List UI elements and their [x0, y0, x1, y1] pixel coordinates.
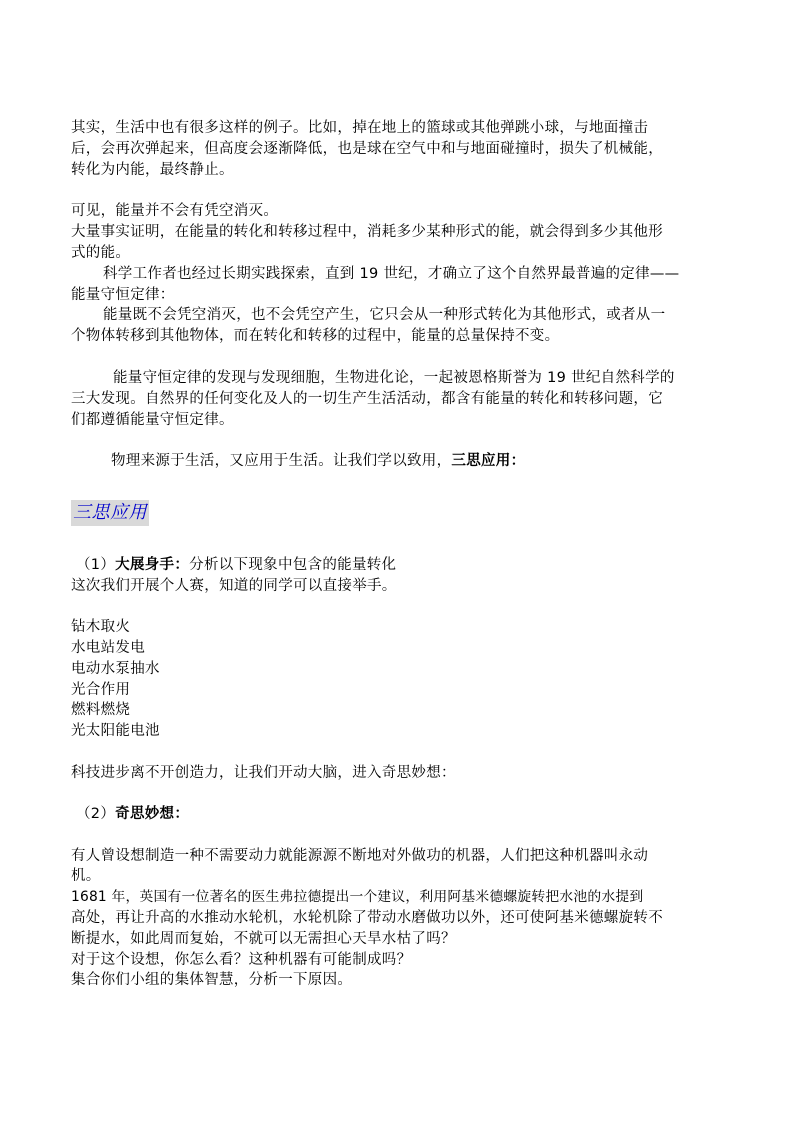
list-item: 光合作用 — [71, 682, 131, 698]
law-statement-line: 能量既不会凭空消灭，也不会凭空产生，它只会从一种形式转化为其他形式，或者从一 — [103, 307, 666, 323]
paragraph-line: 对于这个设想，你怎么看？这种机器有可能制成吗？ — [71, 952, 412, 968]
paragraph-line: 大量事实证明，在能量的转化和转移过程中，消耗多少某种形式的能，就会得到多少其他形 — [71, 224, 663, 240]
paragraph-line: 能量守恒定律： — [71, 287, 175, 303]
paragraph-line: 后，会再次弹起来，但高度会逐渐降低，也是球在空气中和与地面碰撞时，损失了机械能， — [71, 141, 663, 157]
paragraph-line: 集合你们小组的集体智慧，分析一下原因。 — [71, 972, 353, 988]
question-1-label: 大展身手： — [115, 557, 190, 573]
transition-line — [111, 451, 761, 471]
paragraph-line: 式的能。 — [71, 245, 131, 261]
transition-bold: 三思应用： — [451, 453, 526, 469]
paragraph-line: 高处，再让升高的水推动水轮机，水轮机除了带动水磨做功以外，还可使阿基米德螺旋转不 — [71, 910, 663, 926]
paragraph-line: 科技进步离不开创造力，让我们开动大脑，进入奇思妙想： — [71, 765, 456, 781]
paragraph-line: 有人曾设想制造一种不需要动力就能源源不断地对外做功的机器，人们把这种机器叫永动 — [71, 848, 649, 864]
list-item: 光太阳能电池 — [71, 723, 160, 739]
paragraph-line: 1681 年，英国有一位著名的医生弗拉德提出一个建议，利用阿基米德螺旋转把水池的水提到 — [71, 889, 644, 905]
list-item: 水电站发电 — [71, 640, 145, 656]
question-1-text: 分析以下现象中包含的能量转化 — [189, 557, 397, 573]
question-2-label: 奇思妙想： — [115, 806, 190, 822]
question-1-title — [76, 555, 726, 575]
question-number: （2） — [76, 806, 116, 822]
paragraph-line: 可见，能量并不会有凭空消灭。 — [71, 203, 279, 219]
law-statement-line: 个物体转移到其他物体，而在转化和转移的过程中，能量的总量保持不变。 — [71, 328, 560, 344]
question-2-title — [76, 804, 726, 824]
paragraph-line: 三大发现。自然界的任何变化及人的一切生产生活活动，都含有能量的转化和转移问题，它 — [71, 391, 663, 407]
question-number: （1） — [76, 557, 116, 573]
list-item: 电动水泵抽水 — [71, 661, 160, 677]
section-heading: 三思应用 — [71, 500, 149, 526]
paragraph-line: 们都遵循能量守恒定律。 — [71, 412, 234, 428]
transition-text: 物理来源于生活，又应用于生活。让我们学以致用， — [111, 453, 452, 469]
paragraph-line: 机。 — [71, 868, 101, 884]
paragraph-line: 转化为内能，最终静止。 — [71, 162, 234, 178]
paragraph-line: 断提水，如此周而复始，不就可以无需担心天旱水枯了吗？ — [71, 931, 456, 947]
list-item: 钻木取火 — [71, 619, 131, 635]
paragraph-line: 能量守恒定律的发现与发现细胞，生物进化论，一起被恩格斯誉为 19 世纪自然科学的 — [113, 370, 675, 386]
list-item: 燃料燃烧 — [71, 702, 131, 718]
paragraph-line: 其实，生活中也有很多这样的例子。比如，掉在地上的篮球或其他弹跳小球，与地面撞击 — [71, 120, 649, 136]
question-1-note: 这次我们开展个人赛，知道的同学可以直接举手。 — [71, 578, 397, 594]
paragraph-line: 科学工作者也经过长期实践探索，直到 19 世纪，才确立了这个自然界最普遍的定律—— — [103, 266, 680, 282]
